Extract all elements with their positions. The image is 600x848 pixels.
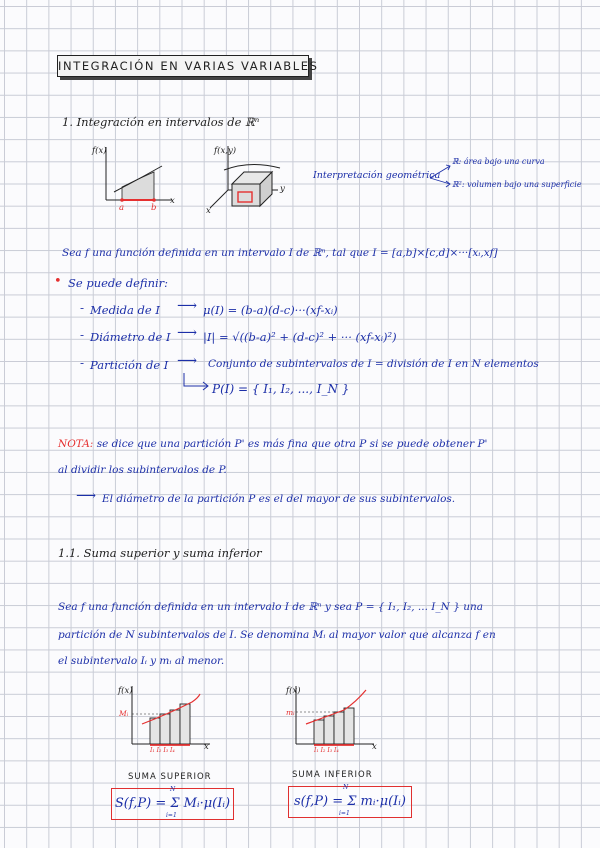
item3-formula: P(I) = { I₁, I₂, ..., I_N }: [212, 382, 350, 396]
fig2-zlabel: f(x,y): [214, 146, 237, 156]
lower-sum-limit-bottom: i=1: [339, 810, 350, 817]
item2-dash: -: [80, 328, 85, 342]
item2-arrow: ⟶: [177, 325, 198, 341]
item1-label: Medida de I: [90, 303, 160, 317]
fig1-xlabel: x: [170, 196, 175, 206]
fig4-xlabel: x: [372, 742, 377, 752]
upper-sum-figure: [118, 684, 218, 754]
definition-line: Sea f una función definida en un intervalo I de ℝⁿ, tal que I = [a,b]×[c,d]×···[xᵢ,xf]: [62, 247, 498, 259]
upper-sum-limit-bottom: i=1: [166, 812, 177, 819]
interp-r1: ℝ: área bajo una curva: [452, 157, 545, 166]
nota-line-1: [58, 438, 487, 450]
interp-label: Interpretación geométrica: [313, 170, 441, 181]
item2-label: Diámetro de I: [90, 330, 171, 344]
fig2-xlabel: x: [206, 206, 211, 216]
item1-arrow: ⟶: [177, 298, 198, 314]
item3-hook-arrow: [182, 373, 212, 393]
fig3-m-label: Mᵢ: [119, 709, 129, 718]
sum-line-2: partición de N subintervalos de I. Se denomina Mᵢ al mayor valor que alcanza f en: [58, 629, 496, 641]
item3-text: Conjunto de subintervalos de I = división de I en N elementos: [208, 358, 539, 370]
section-heading-1: 1. Integración en intervalos de ℝⁿ: [62, 115, 260, 129]
sum-line-3: el subintervalo Iᵢ y mᵢ al menor.: [58, 655, 225, 667]
fig3-xlabel: x: [204, 742, 209, 752]
fig4-ticks: I₁ I₂ I₃ I₄: [314, 747, 339, 754]
sum-line-1: Sea f una función definida en un intervalo I de ℝⁿ y sea P = { I₁, I₂, ... I_N } una: [58, 601, 484, 613]
nota-label: NOTA:: [58, 438, 94, 450]
nota-text-1: se dice que una partición P' es más fina que otra P si se puede obtener P': [93, 438, 488, 450]
bullet-dot: •: [54, 274, 62, 289]
interp-r2: ℝ²: volumen bajo una superficie: [452, 180, 582, 189]
item2-formula: |I| = √((b-a)² + (d-c)² + ··· (xf-xᵢ)²): [203, 330, 397, 344]
fig1-a-label: a: [119, 203, 125, 213]
item1-formula: μ(I) = (b-a)(d-c)···(xf-xᵢ): [203, 303, 338, 317]
fig1-b-label: b: [151, 203, 157, 213]
item3-arrow: ⟶: [177, 353, 198, 369]
diam-line: El diámetro de la partición P es el del mayor de sus subintervalos.: [102, 493, 456, 505]
nota-line-2: al dividir los subintervalos de P.: [58, 464, 227, 476]
lower-sum-caption: SUMA INFERIOR: [292, 770, 373, 780]
fig3-ticks: I₁ I₂ I₃ I₄: [150, 747, 175, 754]
upper-sum-formula: S(f,P) = Σ Mᵢ·μ(Iᵢ): [111, 788, 234, 820]
fig4-ylabel: f(x): [286, 686, 301, 696]
fig4-m-label: mᵢ: [286, 708, 295, 717]
fig1-ylabel: f(x): [92, 146, 107, 156]
section-heading-1-1: 1.1. Suma superior y suma inferior: [58, 546, 262, 560]
fig3-ylabel: f(x): [118, 686, 133, 696]
item3-label: Partición de I: [90, 358, 169, 372]
bullet-text: Se puede definir:: [68, 276, 169, 290]
item3-dash: -: [80, 356, 85, 370]
fig2-ylabel: y: [280, 184, 285, 194]
upper-sum-limit-top: N: [170, 786, 176, 793]
item1-dash: -: [80, 301, 85, 315]
diam-arrow: ⟶: [76, 488, 97, 504]
lower-sum-formula: s(f,P) = Σ mᵢ·μ(Iᵢ): [288, 786, 412, 818]
upper-sum-caption: SUMA SUPERIOR: [128, 772, 212, 782]
page-title: INTEGRACIÓN EN VARIAS VARIABLES: [57, 55, 309, 77]
lower-sum-limit-top: N: [343, 784, 349, 791]
